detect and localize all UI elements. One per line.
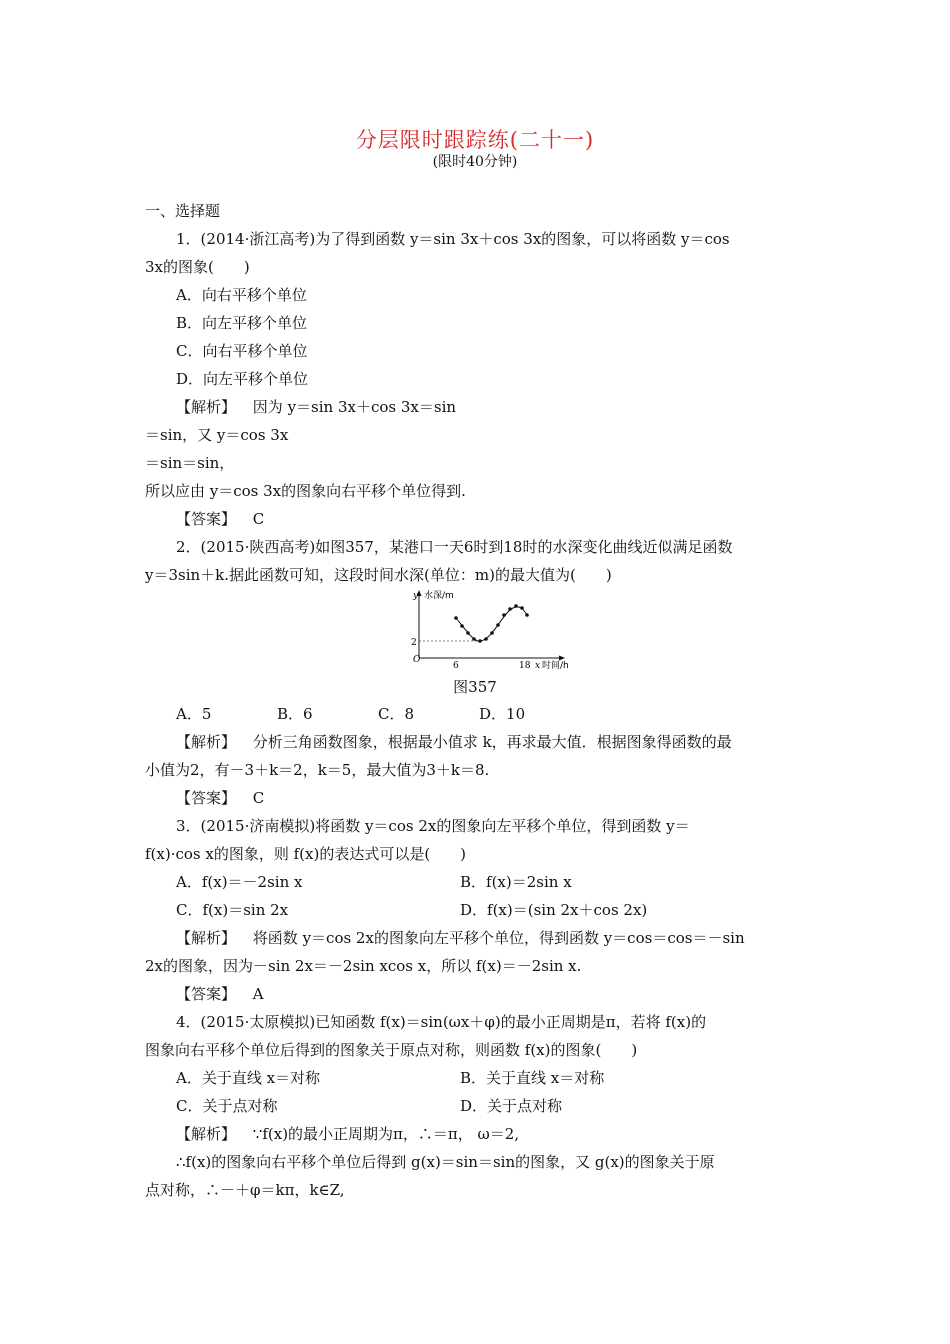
fig-point [454,616,458,620]
q1-answer-value: C [252,510,265,528]
q1-option-d: D．向左平移个单位 [176,370,309,388]
fig-point [525,613,529,617]
q3-option-b: B．f(x)＝2sin x [460,873,572,891]
fig-point [502,613,506,617]
answer-tag: 【答案】 [176,789,237,807]
time-limit: (限时40分钟) [432,154,518,170]
q2-analysis-line1 [176,732,841,752]
water-depth-figure [413,588,578,670]
q3-option-a: A．f(x)＝－2sin x [176,873,303,891]
q2-stem-line1: 2．(2015·陕西高考)如图357，某港口一天6时到18时的水深变化曲线近似满足函数 [176,538,733,556]
q3-options-row2 [176,900,841,920]
q3-answer-value: A [252,985,264,1003]
fig-point [508,607,512,611]
q1-option-b: B．向左平移个单位 [176,314,308,332]
q3-option-d: D．f(x)＝(sin 2x＋cos 2x) [460,901,648,919]
q4-options-row2 [176,1096,841,1116]
fig-point [514,604,518,608]
fig-x-tick-6: 6 [453,661,459,671]
q4-options-row1 [176,1068,841,1088]
q2-option-a: A．5 [176,705,212,723]
q2-analysis-text: 分析三角函数图象，根据最小值求 k，再求最大值．根据图象得函数的最 [252,733,732,751]
q3-analysis-line2: 2x的图象，因为－sin 2x＝－2sin xcos x，所以 f(x)＝－2sin x. [145,957,582,975]
fig-y-letter: y [413,591,419,601]
q1-analysis-text: 因为 y＝sin 3x＋cos 3x＝sin [252,398,457,416]
q4-analysis-line2: ∴f(x)的图象向右平移个单位后得到 g(x)＝sin＝sin的图象，又 g(x)的图象关于原 [176,1153,715,1171]
fig-origin: O [413,655,421,665]
q4-option-c: C．关于点对称 [176,1097,278,1115]
q1-option-c: C．向右平移个单位 [176,342,308,360]
q3-options-row1 [176,872,841,892]
section-heading: 一、选择题 [145,202,221,220]
fig-point [478,639,482,643]
analysis-tag: 【解析】 [176,398,237,416]
analysis-tag: 【解析】 [176,1125,237,1143]
q4-option-d: D．关于点对称 [460,1097,563,1115]
q2-options [176,704,841,724]
figure-caption: 图357 [453,678,497,696]
q1-analysis-line2: ＝sin，又 y＝cos 3x [145,426,289,444]
page-title: 分层限时跟踪练(二十一) [355,128,595,152]
q2-answer [176,788,841,808]
q2-stem-line2: y＝3sin＋k.据此函数可知，这段时间水深(单位：m)的最大值为( ) [145,566,612,584]
q3-stem-line1: 3．(2015·济南模拟)将函数 y＝cos 2x的图象向左平移个单位，得到函数 y＝ [176,817,690,835]
q2-option-b: B．6 [277,705,313,723]
fig-point [484,637,488,641]
fig-point [460,624,464,628]
analysis-tag: 【解析】 [176,929,237,947]
answer-tag: 【答案】 [176,510,237,528]
q1-answer [176,509,841,529]
q3-option-c: C．f(x)＝sin 2x [176,901,289,919]
q4-option-a: A．关于直线 x＝对称 [176,1069,321,1087]
q3-stem-line2: f(x)·cos x的图象，则 f(x)的表达式可以是( ) [145,845,467,863]
q1-analysis-line1 [176,397,841,417]
fig-point [472,637,476,641]
q4-stem-line2: 图象向右平移个单位后得到的图象关于原点对称，则函数 f(x)的图象( ) [145,1041,638,1059]
q1-analysis-line4: 所以应由 y＝cos 3x的图象向右平移个单位得到. [145,482,466,500]
q3-answer [176,984,841,1004]
fig-point [466,631,470,635]
q4-analysis-line1 [176,1124,841,1144]
q2-option-c: C．8 [378,705,415,723]
q1-stem-line2: 3x的图象( ) [145,258,250,276]
q4-stem-line1: 4．(2015·太原模拟)已知函数 f(x)＝sin(ωx＋φ)的最小正周期是π，若将 f(x)的 [176,1013,707,1031]
fig-x-letter: x [535,661,541,671]
q4-analysis-line3: 点对称，∴－＋φ＝kπ，k∈Z, [145,1181,345,1199]
fig-x-tick-18: 18 [519,661,531,671]
q3-analysis-line1 [176,928,841,948]
fig-x-label: 时间/h [542,661,569,671]
q1-stem-line1: 1．(2014·浙江高考)为了得到函数 y＝sin 3x＋cos 3x的图象，可以将函数 y＝cos [176,230,730,248]
q1-analysis-line3: ＝sin＝sin， [145,454,235,472]
q2-answer-value: C [252,789,265,807]
fig-point [496,623,500,627]
q3-analysis-text: 将函数 y＝cos 2x的图象向左平移个单位，得到函数 y＝cos＝cos＝－sin [252,929,745,947]
fig-point [520,606,524,610]
fig-point [490,631,494,635]
q1-option-a: A．向右平移个单位 [176,286,307,304]
analysis-tag: 【解析】 [176,733,237,751]
q4-analysis-text: ∵f(x)的最小正周期为π，∴＝π， ω＝2, [252,1125,520,1143]
fig-y-tick: 2 [411,638,417,648]
q4-option-b: B．关于直线 x＝对称 [460,1069,605,1087]
fig-y-label: 水深/m [424,591,454,601]
q2-analysis-line2: 小值为2，有－3＋k＝2，k＝5，最大值为3＋k＝8. [145,761,490,779]
q2-option-d: D．10 [479,705,526,723]
answer-tag: 【答案】 [176,985,237,1003]
